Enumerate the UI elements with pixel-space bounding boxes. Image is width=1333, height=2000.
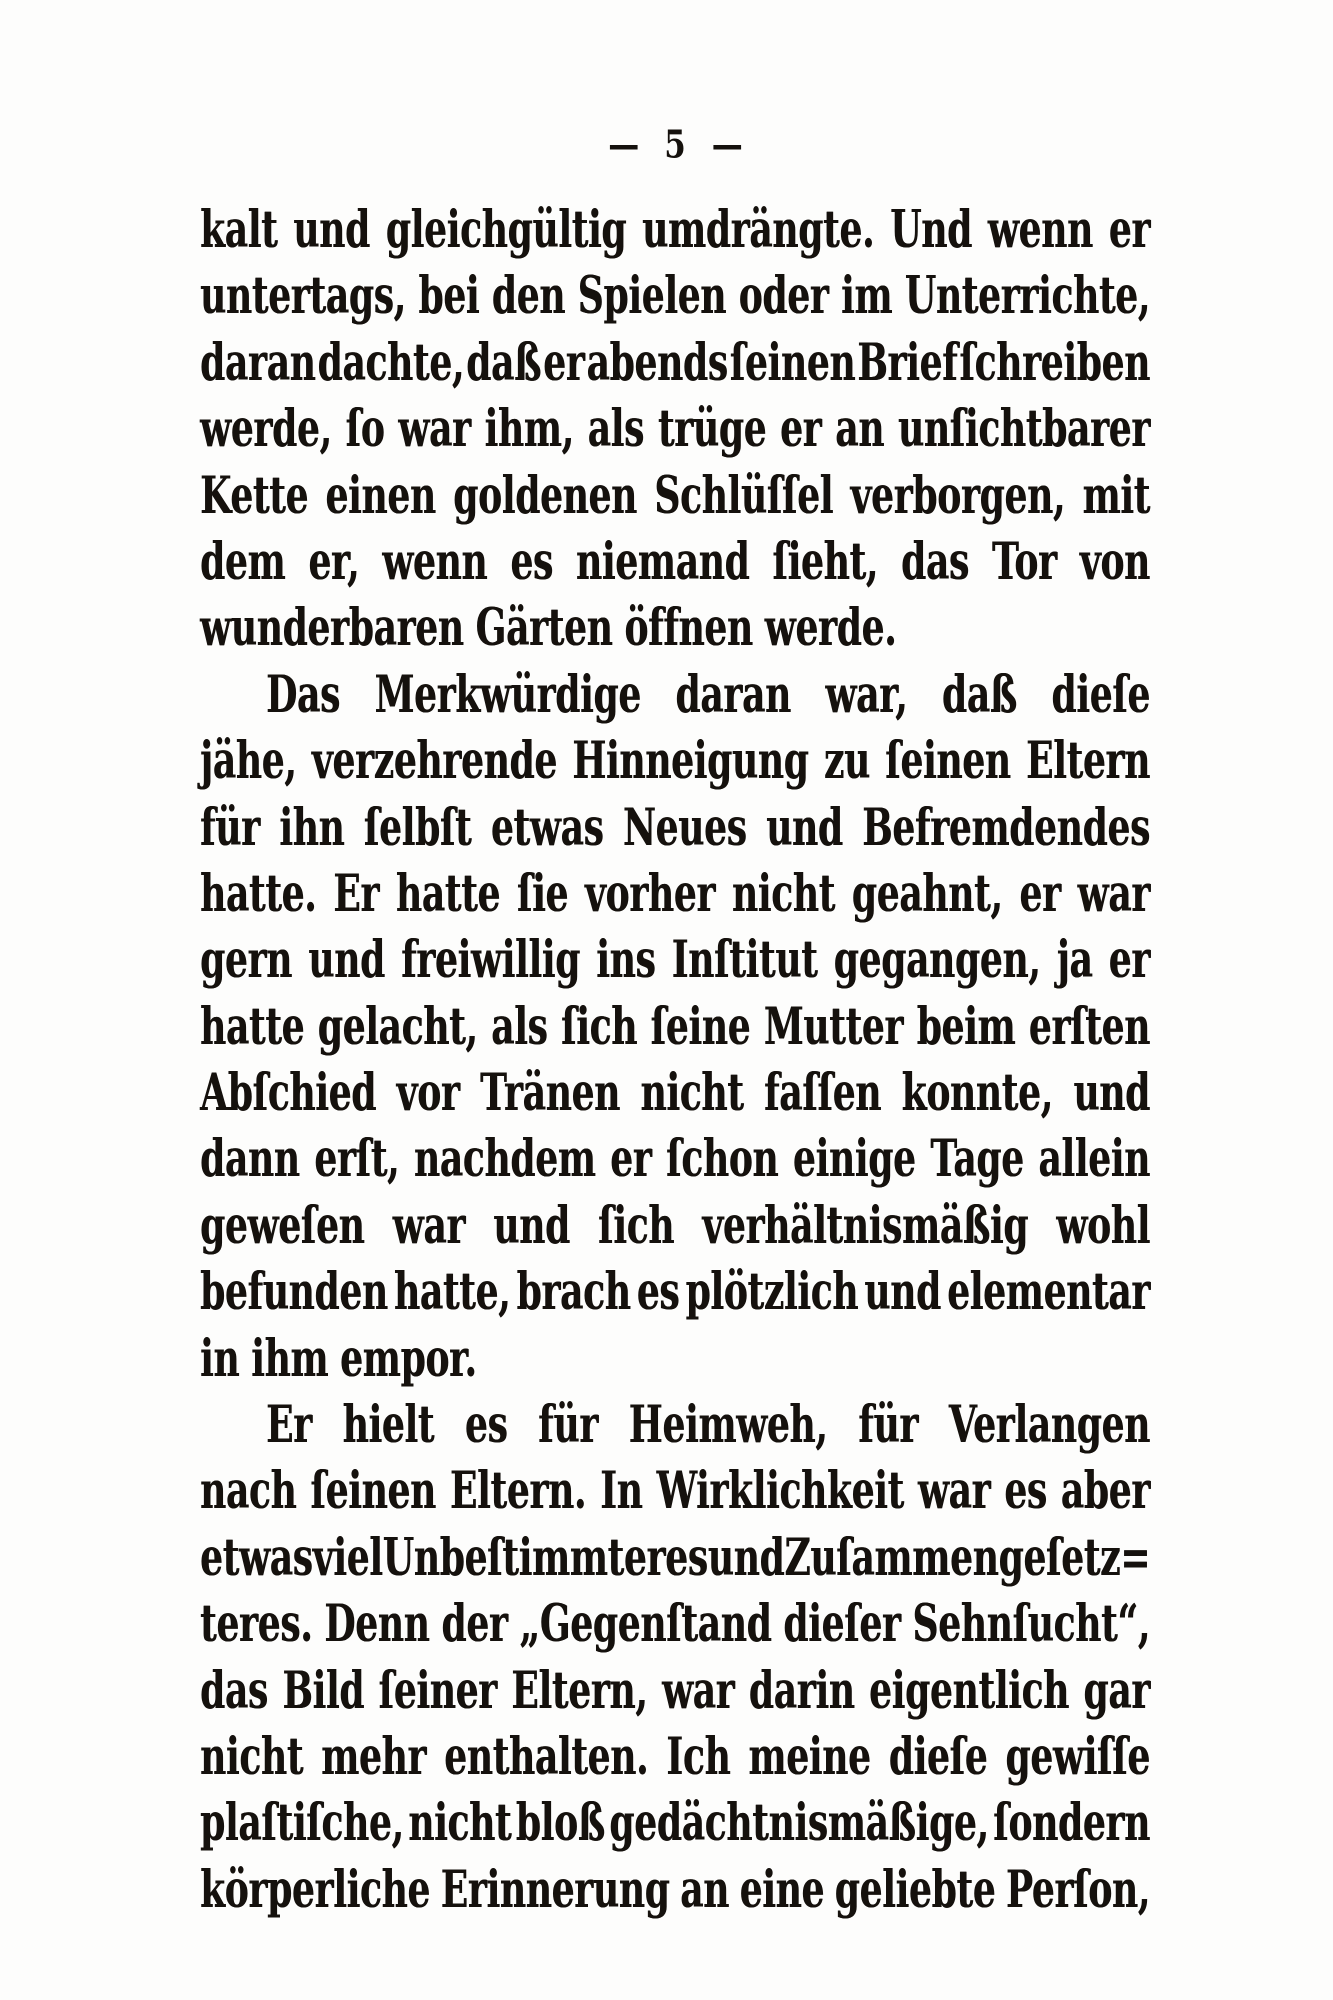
word: verborgen, bbox=[850, 465, 1066, 526]
word: gegangen, bbox=[833, 930, 1041, 991]
word: ins bbox=[596, 930, 656, 991]
word: Perſon, bbox=[1005, 1860, 1150, 1920]
word: ſie bbox=[516, 864, 569, 924]
word: Tor bbox=[991, 532, 1057, 592]
word: Erinnerung bbox=[440, 1860, 670, 1920]
word: er bbox=[543, 333, 585, 393]
word: mehr bbox=[321, 1727, 427, 1787]
word: Sehnſucht“, bbox=[912, 1594, 1150, 1655]
word: abends bbox=[586, 333, 728, 393]
word: trüge bbox=[657, 399, 767, 460]
word: vorher bbox=[584, 864, 716, 924]
word: gar bbox=[1083, 1660, 1150, 1721]
word: wohl bbox=[1056, 1196, 1150, 1256]
word: verzehrende bbox=[311, 731, 557, 792]
word: an bbox=[835, 399, 885, 460]
word: ſelbſt bbox=[363, 797, 472, 858]
word: wenn bbox=[987, 200, 1093, 261]
word: hatte bbox=[395, 864, 501, 924]
word: Eltern bbox=[1025, 731, 1150, 792]
word: dieſe bbox=[1051, 665, 1150, 725]
word: geweſen bbox=[200, 1196, 365, 1256]
word: etwas bbox=[200, 1528, 313, 1588]
word: nicht bbox=[731, 864, 835, 924]
body-text bbox=[200, 197, 1150, 1923]
word: an bbox=[680, 1860, 729, 1920]
page-number: 5 bbox=[664, 122, 686, 168]
word: war, bbox=[825, 665, 908, 725]
word: Das bbox=[266, 665, 340, 725]
word: dem bbox=[200, 532, 286, 592]
word: enthalten. bbox=[444, 1727, 649, 1787]
word: geahnt, bbox=[851, 864, 1003, 924]
word: in bbox=[200, 1329, 240, 1389]
word: und bbox=[707, 1528, 785, 1588]
word: er bbox=[1019, 864, 1061, 924]
word: etwas bbox=[490, 797, 604, 858]
word: körperliche bbox=[200, 1860, 431, 1920]
word: gern bbox=[200, 930, 293, 991]
word: ſondern bbox=[993, 1793, 1150, 1854]
word: eine bbox=[739, 1860, 825, 1920]
word: das bbox=[200, 1660, 268, 1721]
header-dash-right: — bbox=[711, 122, 742, 168]
word: bloß bbox=[515, 1793, 605, 1854]
word: meine bbox=[748, 1727, 871, 1787]
word: war bbox=[392, 1196, 466, 1256]
word: ſeine bbox=[650, 997, 751, 1057]
word: war bbox=[917, 1461, 991, 1522]
word: für bbox=[858, 1395, 918, 1456]
word: werde. bbox=[764, 598, 897, 659]
word: konnte, bbox=[901, 1063, 1053, 1124]
word: ſo bbox=[345, 399, 385, 460]
word: Gärten bbox=[475, 598, 613, 659]
word: Zuſammengeſetz= bbox=[784, 1528, 1151, 1588]
word: Kette bbox=[200, 465, 309, 526]
word: In bbox=[600, 1461, 643, 1522]
word: hatte, bbox=[393, 1262, 511, 1323]
word: freiwillig bbox=[401, 930, 580, 991]
word: und bbox=[493, 1196, 570, 1256]
word: jähe, bbox=[200, 731, 297, 792]
word: erſten bbox=[1028, 997, 1150, 1057]
word: gedächtnismäßige, bbox=[609, 1793, 989, 1854]
text-line bbox=[200, 1843, 1150, 1937]
word: Eltern, bbox=[511, 1660, 648, 1721]
word: ſeinen bbox=[885, 731, 1011, 792]
word: teres. bbox=[200, 1594, 313, 1655]
word: und bbox=[864, 1262, 941, 1323]
word: Neues bbox=[622, 797, 747, 858]
word: ſich bbox=[598, 1196, 675, 1256]
word: ſeinen bbox=[729, 333, 856, 393]
word: Er bbox=[333, 864, 380, 924]
word: er bbox=[610, 1129, 652, 1190]
word: Bild bbox=[282, 1660, 365, 1721]
word: war bbox=[1077, 864, 1150, 924]
word: Spielen bbox=[577, 266, 727, 327]
word: wunderbaren bbox=[200, 598, 464, 659]
word: „Gegenſtand bbox=[519, 1594, 772, 1655]
word: nicht bbox=[640, 1063, 744, 1124]
word: von bbox=[1079, 532, 1150, 592]
word: geliebte bbox=[834, 1860, 996, 1920]
word: Brief bbox=[857, 333, 958, 393]
word: Tränen bbox=[480, 1063, 620, 1124]
word: Tage bbox=[930, 1129, 1024, 1190]
word: befunden bbox=[200, 1262, 388, 1323]
word: er bbox=[1108, 930, 1150, 991]
word: Unbeſtimmteres bbox=[382, 1528, 708, 1588]
word: eigentlich bbox=[869, 1660, 1069, 1721]
word: ſeiner bbox=[378, 1660, 497, 1721]
word: Mutter bbox=[763, 997, 904, 1057]
word: Heimweh, bbox=[628, 1395, 828, 1456]
word: allein bbox=[1038, 1129, 1150, 1190]
word: daß bbox=[941, 665, 1017, 725]
word: der bbox=[441, 1594, 508, 1655]
word: goldenen bbox=[453, 465, 637, 526]
word: dieſer bbox=[783, 1594, 901, 1655]
word: als bbox=[587, 399, 644, 460]
word: umdrängte. bbox=[642, 200, 875, 261]
word: Eltern. bbox=[449, 1461, 587, 1522]
word: einen bbox=[325, 465, 436, 526]
word: verhältnismäßig bbox=[702, 1196, 1029, 1256]
word: hatte bbox=[200, 997, 305, 1057]
word: Denn bbox=[324, 1594, 430, 1655]
word: Unterrichte, bbox=[904, 266, 1150, 327]
word: brach bbox=[516, 1262, 631, 1323]
word: elementar bbox=[947, 1262, 1150, 1323]
word: daß bbox=[466, 333, 542, 393]
word: es bbox=[464, 1395, 508, 1456]
word: ihm, bbox=[484, 399, 574, 460]
word: oder bbox=[738, 266, 829, 327]
word: hielt bbox=[342, 1395, 435, 1456]
word: zu bbox=[823, 731, 870, 792]
word: untertags, bbox=[200, 266, 406, 327]
word: ſieht, bbox=[772, 532, 878, 592]
word: nachdem bbox=[413, 1129, 596, 1190]
word: für bbox=[200, 797, 260, 858]
word: erſt, bbox=[314, 1129, 400, 1190]
word: empor. bbox=[340, 1329, 477, 1389]
word: ſchreiben bbox=[959, 333, 1150, 393]
word: gewiſſe bbox=[1005, 1727, 1150, 1787]
word: es bbox=[636, 1262, 680, 1323]
word: nach bbox=[200, 1461, 297, 1522]
word: als bbox=[491, 997, 548, 1057]
word: Wirklichkeit bbox=[656, 1461, 904, 1522]
word: er bbox=[780, 399, 822, 460]
word: öffnen bbox=[624, 598, 753, 659]
word: beim bbox=[916, 997, 1016, 1057]
word: unſichtbarer bbox=[897, 399, 1150, 460]
word: plaſtiſche, bbox=[200, 1793, 404, 1854]
word: und bbox=[293, 200, 370, 261]
word: daran bbox=[200, 333, 316, 393]
word: Ich bbox=[666, 1727, 731, 1787]
word: ihm bbox=[251, 1329, 329, 1389]
word: werde, bbox=[200, 399, 332, 460]
word: das bbox=[901, 532, 969, 592]
word: er, bbox=[308, 532, 360, 592]
word: Er bbox=[266, 1395, 312, 1456]
word: Abſchied bbox=[200, 1063, 377, 1124]
word: ſchon bbox=[666, 1129, 779, 1190]
word: im bbox=[841, 266, 893, 327]
word: ja bbox=[1056, 930, 1093, 991]
word: Merkwürdige bbox=[374, 665, 641, 725]
word: dann bbox=[200, 1129, 300, 1190]
word: nicht bbox=[200, 1727, 304, 1787]
word: es bbox=[510, 532, 553, 592]
word: gelacht, bbox=[317, 997, 478, 1057]
word: ſich bbox=[560, 997, 638, 1057]
word: und bbox=[766, 797, 843, 858]
word: gleichgültig bbox=[385, 200, 627, 261]
word: dachte, bbox=[317, 333, 465, 393]
word: viel bbox=[312, 1528, 383, 1588]
word: dieſe bbox=[888, 1727, 988, 1787]
word: für bbox=[538, 1395, 598, 1456]
word: bei bbox=[418, 266, 480, 327]
header-dash-left: — bbox=[608, 122, 639, 168]
word: und bbox=[308, 930, 385, 991]
word: kalt bbox=[200, 200, 278, 261]
word: war bbox=[398, 399, 471, 460]
word: nicht bbox=[408, 1793, 512, 1854]
word: niemand bbox=[575, 532, 750, 592]
word: den bbox=[491, 266, 566, 327]
word: es bbox=[1004, 1461, 1047, 1522]
word: und bbox=[1073, 1063, 1150, 1124]
word: darin bbox=[748, 1660, 855, 1721]
word: wenn bbox=[382, 532, 488, 592]
word: Verlangen bbox=[948, 1395, 1150, 1456]
word: Inſtitut bbox=[671, 930, 818, 991]
word: daran bbox=[675, 665, 791, 725]
word: Und bbox=[890, 200, 972, 261]
word: war bbox=[661, 1660, 735, 1721]
word: aber bbox=[1060, 1461, 1150, 1522]
word: mit bbox=[1082, 465, 1150, 526]
word: einige bbox=[792, 1129, 916, 1190]
word: Befremdendes bbox=[862, 797, 1150, 858]
word: ſeinen bbox=[310, 1461, 436, 1522]
word: Schlüſſel bbox=[654, 465, 834, 526]
word: plötzlich bbox=[685, 1262, 859, 1323]
word: hatte. bbox=[200, 864, 317, 924]
word: vor bbox=[396, 1063, 460, 1124]
word: faſſen bbox=[763, 1063, 882, 1124]
word: ihn bbox=[279, 797, 345, 858]
page-number-header bbox=[200, 104, 1150, 187]
word: Hinneigung bbox=[572, 731, 809, 792]
word: er bbox=[1108, 200, 1150, 261]
